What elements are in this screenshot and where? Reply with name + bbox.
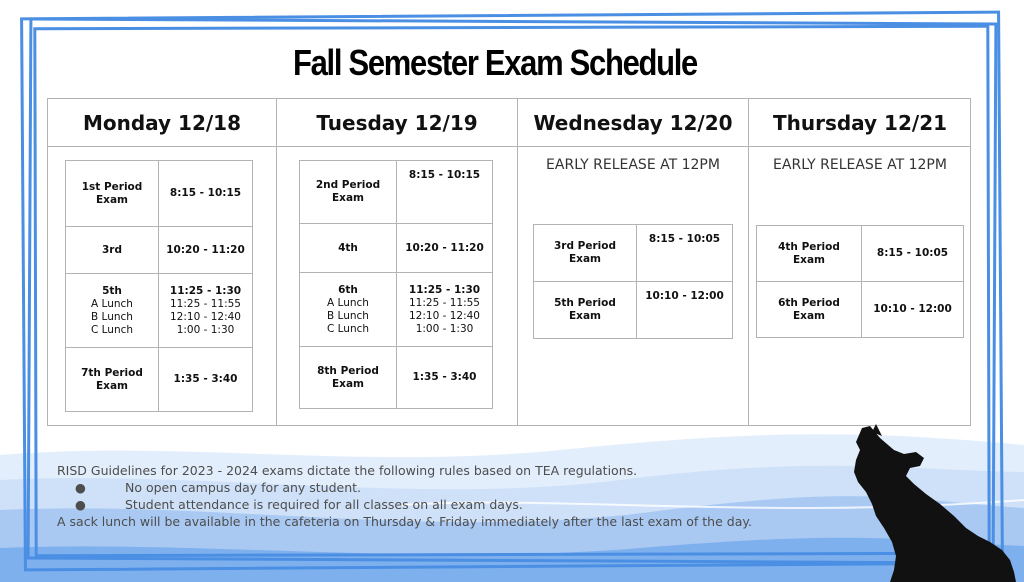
time-label: 11:25 - 11:55 [170,297,241,310]
time-label: 11:25 - 11:55 [409,296,480,309]
table-row [534,282,733,339]
early-release-note: EARLY RELEASE AT 12PM [773,157,947,173]
day-column-tuesday [277,99,518,425]
time-label: 10:20 - 11:20 [166,243,245,256]
table-row [757,226,964,282]
period-label: 3rd [101,243,122,256]
guidelines [57,462,752,530]
period-label: 4th [338,241,358,254]
period-label: Exam [332,377,364,390]
time-cell [637,282,733,339]
day-header: Wednesday 12/20 [518,99,748,147]
period-label: 1st Period [81,180,143,193]
period-label: 6th Period [778,296,840,309]
time-label: 10:20 - 11:20 [405,241,484,254]
day-header: Thursday 12/21 [749,99,971,147]
table-row [66,274,253,348]
lunch-label: C Lunch [90,323,134,336]
time-cell [159,227,253,274]
period-cell [66,227,159,274]
period-label: Exam [569,310,601,322]
period-cell [534,225,637,282]
table-row [66,161,253,227]
guidelines-footer: A sack lunch will be available in the cafeteria on Thursday & Friday immediately after the last exam of the day. [57,514,752,529]
lunch-label: A Lunch [327,296,369,309]
early-release-note: EARLY RELEASE AT 12PM [546,157,720,173]
table-row [300,161,493,224]
day-column-monday [48,99,277,425]
time-cell [397,161,493,224]
time-cell [862,282,964,338]
period-cell [300,273,397,347]
day-header: Tuesday 12/19 [277,99,517,147]
howling-wolf-icon [850,420,1024,582]
lunch-label: B Lunch [327,309,369,322]
time-label: 8:15 - 10:05 [876,247,949,259]
period-cell [300,224,397,273]
table-row [300,224,493,273]
bullet-text: No open campus day for any student. [125,480,362,495]
bullet-icon: ● [75,480,86,495]
period-cell [66,274,159,348]
lunch-label: C Lunch [326,322,370,335]
time-label: 1:35 - 3:40 [173,373,238,385]
bullet-icon: ● [75,497,86,512]
period-cell [66,348,159,412]
guidelines-bullet [57,496,752,513]
time-cell [159,274,253,348]
table-row [757,282,964,338]
time-cell [397,347,493,409]
period-cell [757,282,862,338]
time-label: 10:10 - 12:00 [645,290,724,302]
exam-table [756,225,964,338]
period-cell [66,161,159,227]
guidelines-intro: RISD Guidelines for 2023 - 2024 exams dictate the following rules based on TEA regulations. [57,463,638,478]
period-label: Exam [96,379,128,392]
period-label: Exam [96,193,128,206]
period-label: Exam [332,192,364,204]
time-label: 12:10 - 12:40 [409,309,480,322]
table-row [300,273,493,347]
time-label: 11:25 - 1:30 [408,283,481,296]
table-row [300,347,493,409]
time-label: 8:15 - 10:05 [648,233,721,245]
lunch-label: B Lunch [91,310,133,323]
lunch-label: A Lunch [91,297,133,310]
exam-table [533,224,733,339]
period-cell [757,226,862,282]
period-label: 8th Period [317,364,379,377]
time-label: 8:15 - 10:15 [169,187,242,199]
exam-table [299,160,493,409]
time-cell [159,348,253,412]
time-cell [397,273,493,347]
period-cell [534,282,637,339]
period-label: 7th Period [81,366,143,379]
period-label: 2nd Period [315,179,381,191]
period-label: 5th Period [554,297,616,309]
schedule-grid [47,98,971,426]
time-cell [159,161,253,227]
period-label: 4th Period [778,240,840,253]
day-column-wednesday [518,99,749,425]
period-label: Exam [793,253,825,266]
time-label: 11:25 - 1:30 [169,284,242,297]
time-cell [862,226,964,282]
time-label: 1:00 - 1:30 [415,322,474,335]
period-label: 3rd Period [554,240,616,252]
bullet-text: Student attendance is required for all classes on all exam days. [125,497,523,512]
day-header: Monday 12/18 [48,99,276,147]
period-label: 5th [102,284,122,297]
table-row [66,227,253,274]
time-label: 12:10 - 12:40 [170,310,241,323]
day-column-thursday [749,99,971,425]
period-cell [300,161,397,224]
period-cell [300,347,397,409]
period-label: Exam [569,253,601,265]
time-label: 1:00 - 1:30 [176,323,235,336]
table-row [534,225,733,282]
period-label: 6th [338,283,358,296]
time-cell [637,225,733,282]
time-label: 1:35 - 3:40 [412,371,477,383]
time-label: 10:10 - 12:00 [873,303,952,315]
page-title: Fall Semester Exam Schedule [293,42,697,83]
period-label: Exam [793,309,825,322]
table-row [66,348,253,412]
guidelines-bullet [57,479,752,496]
time-cell [397,224,493,273]
exam-table [65,160,253,412]
time-label: 8:15 - 10:15 [408,169,481,181]
